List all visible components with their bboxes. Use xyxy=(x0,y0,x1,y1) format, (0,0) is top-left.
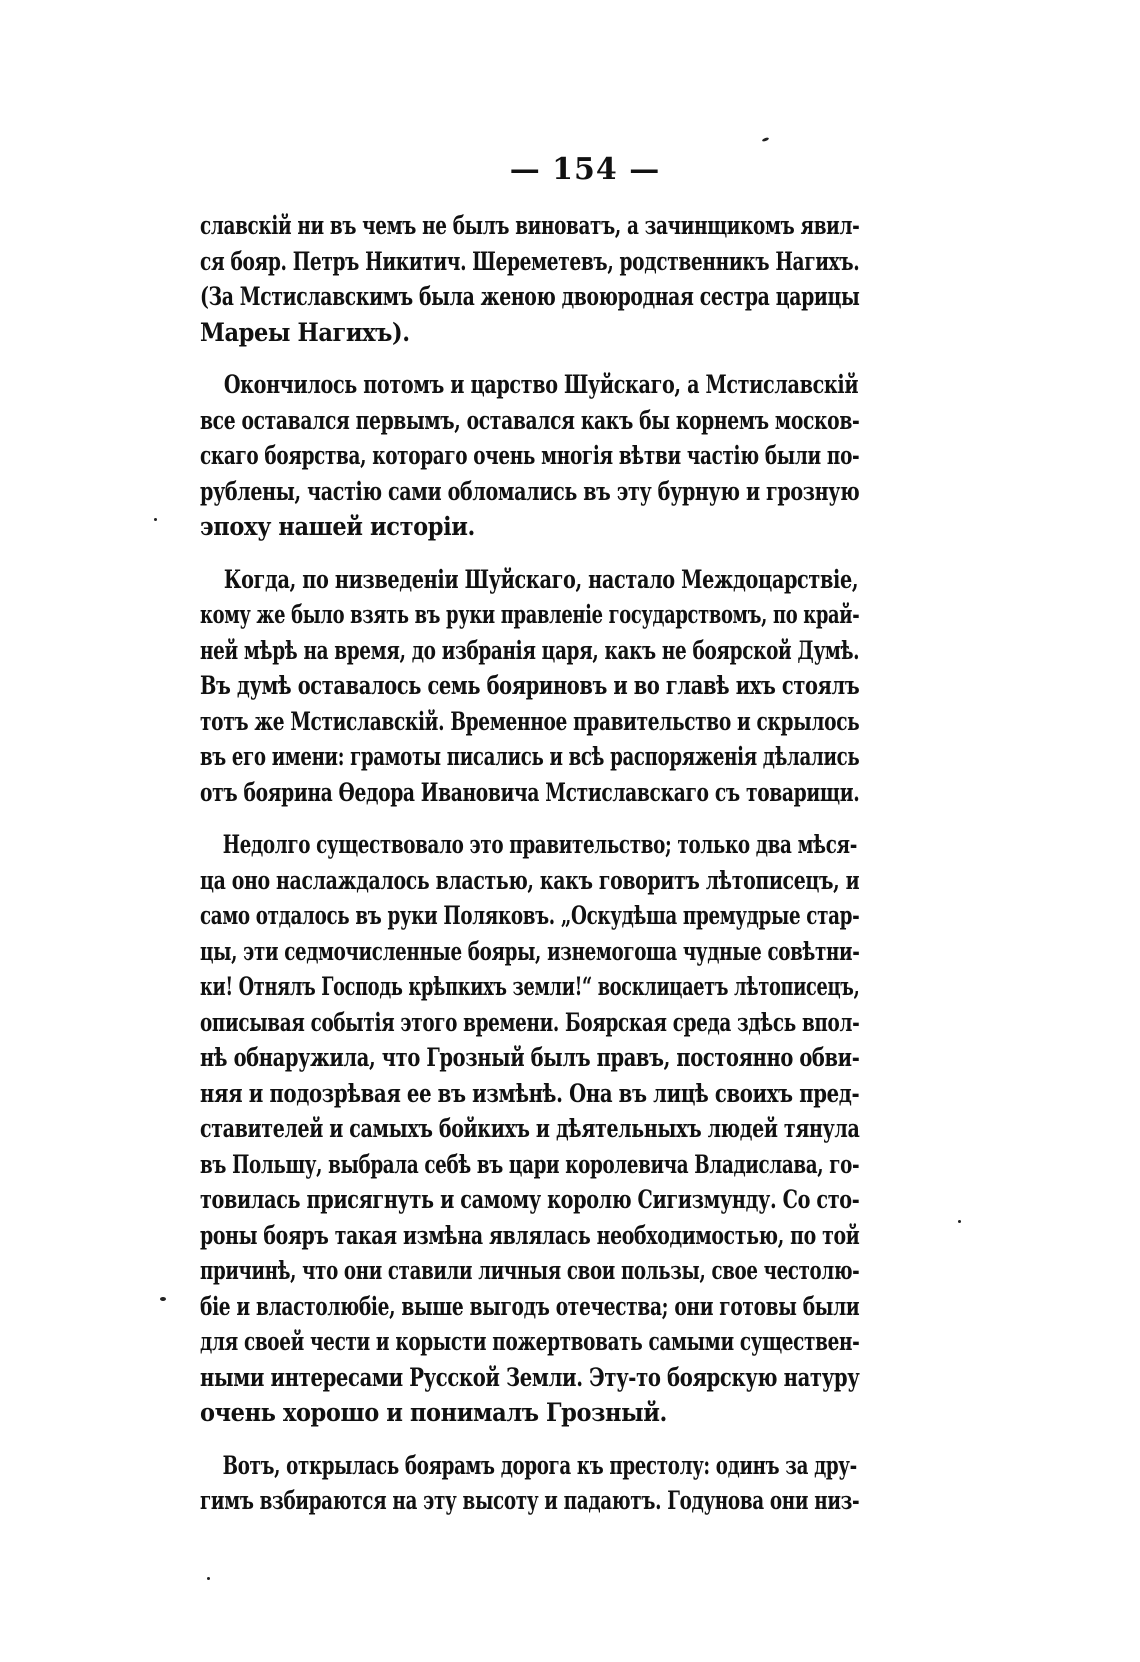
text-line: въ его имени: грамоты писались и всѣ распоряженія дѣлались xyxy=(200,742,860,771)
text-line: біе и властолюбіе, выше выгодъ отечества; они готовы были xyxy=(200,1291,860,1321)
text-line: цы, эти седмочисленные бояры, изнемогоша чудные совѣтни- xyxy=(200,936,860,966)
text-line: скаго боярства, котораго очень многія вѣтви частію были по- xyxy=(200,441,860,470)
scan-speck xyxy=(154,518,157,521)
text-line: (За Мстиславскимъ была женою двоюродная сестра царицы xyxy=(200,282,860,311)
body-text xyxy=(200,208,935,1519)
page-number: — 154 — xyxy=(509,152,661,187)
paragraph xyxy=(200,827,935,1431)
scan-speck xyxy=(762,137,770,142)
text-line: роны бояръ такая измѣна являлась необходимостью, по той xyxy=(200,1220,860,1250)
text-line: описывая событія этого времени. Боярская среда здѣсь впол- xyxy=(200,1007,860,1037)
text-line: все оставался первымъ, оставался какъ бы корнемъ москов- xyxy=(200,405,860,435)
text-line: Въ думѣ оставалось семь бояриновъ и во главѣ ихъ стоялъ xyxy=(200,671,860,700)
paragraph xyxy=(200,562,935,811)
text-line: няя и подозрѣвая ее въ измѣнѣ. Она въ лицѣ своихъ пред- xyxy=(200,1078,860,1108)
text-line: отъ боярина Өедора Ивановича Мстиславскаго съ товарищи. xyxy=(200,777,860,807)
text-line: само отдалось въ руки Поляковъ. „Оскудѣша премудрые стар- xyxy=(200,901,860,930)
paragraph xyxy=(200,367,935,545)
text-line: гимъ взбираются на эту высоту и падаютъ. Годунова они низ- xyxy=(200,1486,860,1515)
text-line: рублены, частію сами обломались въ эту бурную и грозную xyxy=(200,476,860,506)
paragraph xyxy=(200,1448,935,1519)
text-line: Мареы Нагихъ). xyxy=(200,317,410,347)
text-line: ся бояр. Петръ Никитич. Шереметевъ, родственникъ Нагихъ. xyxy=(200,246,860,276)
text-line: эпоху нашей исторіи. xyxy=(200,512,475,541)
text-line: въ Польшу, выбрала себѣ въ цари королевича Владислава, го- xyxy=(200,1149,860,1179)
text-line: Когда, по низведеніи Шуйскаго, настало Междоцарствіе, xyxy=(223,564,859,594)
text-line: Вотъ, открылась боярамъ дорога къ престолу: одинъ за дру- xyxy=(222,1450,857,1480)
paragraph xyxy=(200,208,935,350)
text-line: Окончилось потомъ и царство Шуйскаго, а Мстиславскій xyxy=(223,370,859,399)
text-line: Недолго существовало это правительство; только два мѣся- xyxy=(222,830,857,859)
text-line: тотъ же Мстиславскій. Временное правительство и скрылось xyxy=(200,706,860,736)
scan-speck xyxy=(160,1297,166,1301)
text-line: очень хорошо и понималъ Грозный. xyxy=(200,1398,667,1427)
text-line: ки! Отнялъ Господь крѣпкихъ земли!“ восклицаетъ лѣтописецъ, xyxy=(200,972,860,1001)
text-line: кому же было взять въ руки правленіе государствомъ, по край- xyxy=(200,600,860,629)
text-line: для своей чести и корысти пожертвовать самыми существен- xyxy=(200,1327,860,1356)
text-line: товилась присягнуть и самому королю Сигизмунду. Со сто- xyxy=(200,1185,860,1214)
text-line: нѣ обнаружила, что Грозный былъ правъ, постоянно обви- xyxy=(200,1043,860,1072)
text-line: причинѣ, что они ставили личныя свои пользы, свое честолю- xyxy=(200,1256,860,1285)
text-line: ставителей и самыхъ бойкихъ и дѣятельныхъ людей тянула xyxy=(200,1114,860,1143)
text-line: ными интересами Русской Земли. Эту-то боярскую натуру xyxy=(200,1362,860,1392)
scan-speck xyxy=(958,1220,961,1223)
text-line: славскій ни въ чемъ не былъ виноватъ, а зачинщикомъ явил- xyxy=(200,211,860,240)
text-line: ней мѣрѣ на время, до избранія царя, какъ не боярской Думѣ. xyxy=(200,635,860,665)
text-line: ца оно наслаждалось властью, какъ говоритъ лѣтописецъ, и xyxy=(200,865,860,895)
scan-speck xyxy=(207,1577,210,1580)
